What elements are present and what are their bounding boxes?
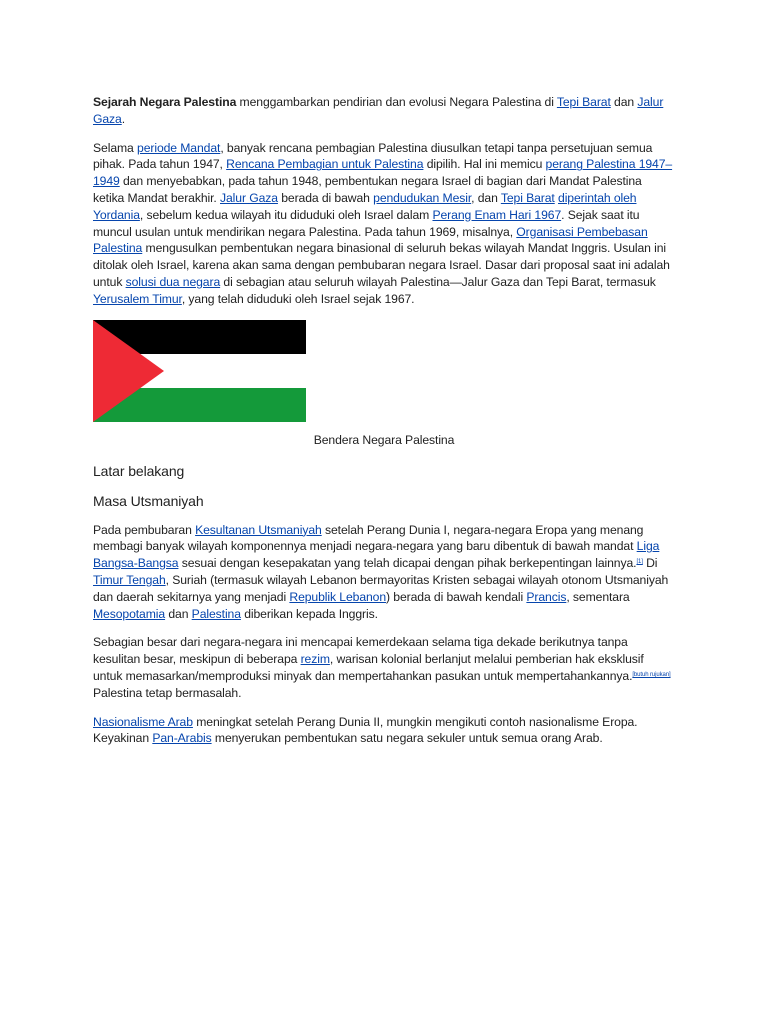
link-perang-palestina[interactable]: perang Palestina 1947–1949 [93, 157, 673, 189]
text: Pada pembubaran [93, 522, 196, 537]
text: menyerukan pembentukan satu negara sekuler untuk semua orang Arab. [211, 731, 603, 746]
intro-paragraph [93, 94, 675, 128]
text: diberikan kepada Inggris. [240, 606, 378, 621]
link-yerusalem-timur[interactable]: Yerusalem Timur [93, 291, 182, 306]
link-perang-enam-hari[interactable]: Perang Enam Hari 1967 [432, 207, 562, 222]
text: meningkat setelah Perang Dunia II, mungkin mengikuti contoh nasionalisme Eropa. Keyakinan [93, 714, 638, 746]
link-pendudukan-mesir[interactable]: pendudukan Mesir [373, 190, 472, 205]
link-tepi-barat[interactable]: Tepi Barat [556, 95, 611, 109]
citation-1[interactable]: [1] [636, 559, 643, 566]
text: Sebagian besar dari negara-negara ini mencapai kemerdekaan selama tiga dekade berikutnya tanpa kesulitan besar, meskipun di beberapa [93, 635, 628, 667]
text: , Suriah (termasuk wilayah Lebanon bermayoritas Kristen sebagai wilayah otonom Utsmaniyah dan daerah sekitarnya yang menjadi [93, 572, 669, 604]
link-palestina[interactable]: Palestina [191, 606, 241, 621]
palestine-flag-image[interactable] [93, 320, 306, 422]
link-republik-lebanon[interactable]: Republik Lebanon [289, 589, 387, 604]
link-solusi-dua-negara[interactable]: solusi dua negara [125, 274, 221, 289]
text: , warisan kolonial berlanjut melalui pemberian hak eksklusif untuk memasarkan/memproduksi minyak dan mempertahankan pasukan untuk mempertahankannya. [93, 652, 644, 683]
text: , sementara [566, 589, 630, 604]
independence-paragraph [93, 634, 675, 701]
link-jalur-gaza-2[interactable]: Jalur Gaza [220, 190, 278, 205]
nationalism-paragraph [93, 714, 675, 748]
figure-caption: Bendera Negara Palestina [313, 432, 455, 447]
text: , yang telah diduduki oleh Israel sejak 1967. [181, 291, 415, 306]
link-organisasi-pembebasan[interactable]: Organisasi Pembebasan Palestina [93, 224, 648, 256]
text: , banyak rencana pembagian Palestina diusulkan tetapi tanpa persetujuan semua pihak. Pada tahun 1947, [93, 140, 653, 172]
article-subject: Sejarah Negara Palestina [93, 95, 237, 109]
text: ) berada di bawah kendali [386, 589, 527, 604]
link-jalur-gaza[interactable]: Jalur Gaza [93, 95, 664, 126]
text: di sebagian atau seluruh wilayah Palestina—Jalur Gaza dan Tepi Barat, termasuk [220, 274, 656, 289]
link-rencana-pembagian[interactable]: Rencana Pembagian untuk Palestina [226, 157, 424, 172]
link-diperintah-yordania[interactable]: diperintah oleh Yordania [93, 190, 637, 222]
text: Selama [93, 140, 138, 155]
link-timur-tengah[interactable]: Timur Tengah [93, 572, 166, 587]
link-mesopotamia[interactable]: Mesopotamia [93, 606, 166, 621]
text: dan menyebabkan, pada tahun 1948, pembentukan negara Israel di bagian dari Mandat Palestina ketika Mandat berakhir. [93, 174, 642, 205]
text: , sebelum kedua wilayah itu diduduki oleh Israel dalam [139, 207, 433, 222]
text: setelah Perang Dunia I, negara-negara Eropa yang menang membagi banyak wilayah komponennya menjadi negara-negara yang baru dibentuk di bawah mandat [93, 522, 644, 554]
text: Palestina tetap bermasalah. [93, 685, 242, 700]
text: mengusulkan pembentukan negara binasional di seluruh bekas wilayah Mandat Inggris. Usulan ini ditolak oleh Israel, karena akan sama dengan pembubaran negara Israel. Dasar dari proposal saat ini adalah untuk [93, 241, 670, 289]
ottoman-paragraph [93, 522, 675, 623]
text: , dan [471, 190, 501, 205]
link-kesultanan-utsmaniyah[interactable]: Kesultanan Utsmaniyah [195, 522, 322, 537]
text: . [121, 111, 126, 126]
mandate-paragraph [93, 140, 675, 308]
text: dan [610, 95, 638, 109]
heading-masa-utsmaniyah: Masa Utsmaniyah [93, 492, 204, 509]
article-body [93, 94, 675, 759]
text: dipilih. Hal ini memicu [423, 157, 546, 172]
text: dan [165, 606, 192, 621]
heading-latar-belakang: Latar belakang [93, 462, 185, 479]
link-tepi-barat-2[interactable]: Tepi Barat [500, 190, 555, 205]
text: berada di bawah [277, 190, 374, 205]
link-rezim[interactable]: rezim [300, 652, 330, 667]
link-periode-mandat[interactable]: periode Mandat [137, 140, 221, 155]
text: . Sejak saat itu muncul usulan untuk mendirikan negara Palestina. Pada tahun 1969, misalnya, [93, 207, 640, 239]
text: menggambarkan pendirian dan evolusi Negara Palestina di [236, 95, 557, 109]
link-prancis[interactable]: Prancis [526, 589, 567, 604]
link-nasionalisme-arab[interactable]: Nasionalisme Arab [93, 714, 193, 729]
link-liga-bangsa-bangsa[interactable]: Liga Bangsa-Bangsa [93, 539, 660, 571]
text: Di [642, 556, 658, 571]
link-pan-arabis[interactable]: Pan-Arabis [152, 731, 212, 746]
citation-needed[interactable]: [butuh rujukan] [632, 671, 671, 678]
text: sesuai dengan kesepakatan yang telah dicapai dengan pihak berkepentingan lainnya. [178, 556, 637, 571]
